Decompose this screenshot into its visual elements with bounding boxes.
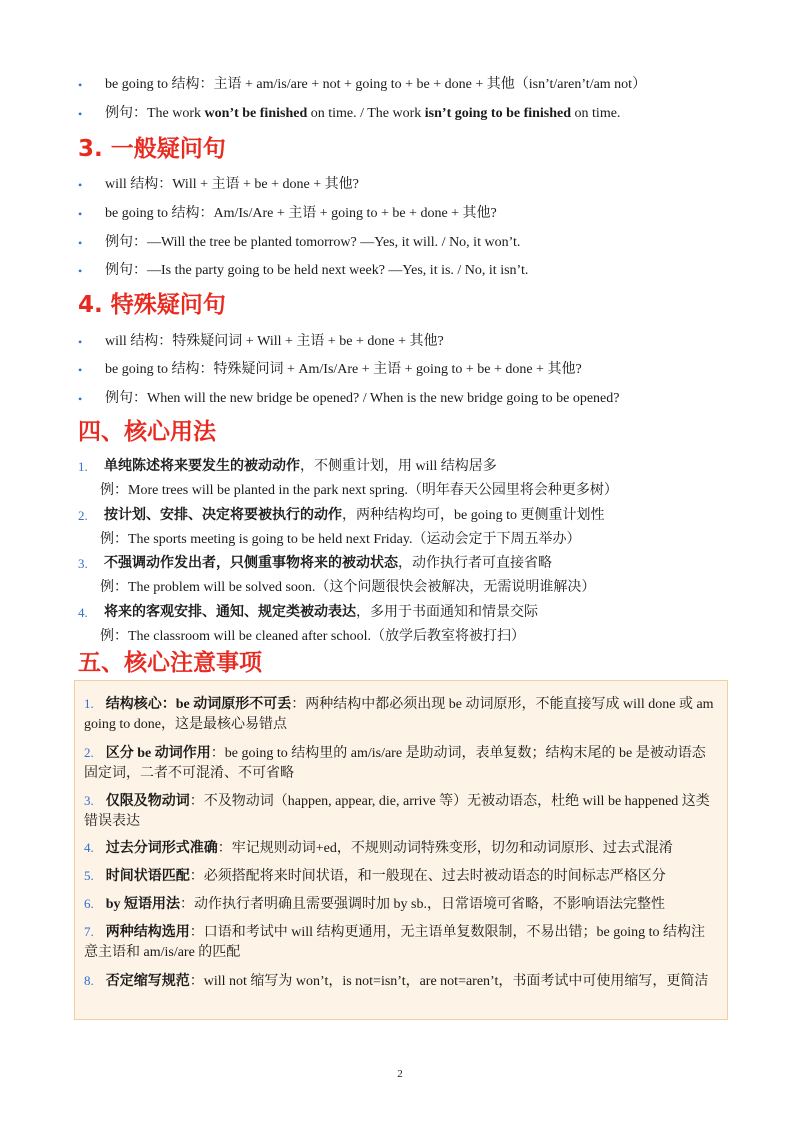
note-title: 两种结构选用 [105,925,190,940]
bullet-icon: • [78,207,83,221]
bullet-icon: • [78,236,83,250]
page-number: 2 [397,1068,403,1080]
item-number: 1. [84,696,94,711]
item-number: 2. [84,745,94,760]
usage-example: 例：The classroom will be cleaned after school.（放学后教室将被打扫） [100,629,525,644]
note-item [84,971,716,992]
item-number: 4. [78,605,88,620]
usage-example: 例：The problem will be solved soon.（这个问题很快会被解决，无需说明谁解决） [100,580,596,595]
note-text: ：口语和考试中 will 结构更通用，无主语单复数限制，不易出错；be going to 结构注意主语和 am/is/are 的匹配 [84,925,706,960]
note-text: ：必须搭配将来时间状语，和一般现在、过去时被动语态的时间标志严格区分 [189,869,666,884]
note-item [84,894,716,915]
note-item [84,838,716,859]
note-item [84,922,716,963]
usage-text: ，多用于书面通知和情景交际 [356,605,538,620]
item-number: 3. [78,556,88,571]
note-title: 否定缩写规范 [105,974,190,989]
item-number: 8. [84,973,94,988]
item-number: 6. [84,896,94,911]
bullet-text: will 结构：Will + 主语 + be + done + 其他? [105,177,359,192]
section-heading: 五、核心注意事项 [78,650,262,676]
bullet-icon: • [78,335,83,349]
note-text: ：两种结构中都必须出现 be 动词原形，不能直接写成 will done 或 am going to done，这是最核心易错点 [84,697,714,732]
note-text: ：will not 缩写为 won’t，is not=isn’t，are not=aren’t，书面考试中可使用缩写，更简洁 [189,974,709,989]
bullet-text: be going to 结构：特殊疑问词 + Am/Is/Are + 主语 + going to + be + done + 其他? [105,362,582,377]
note-text: ：动作执行者明确且需要强调时加 by sb.，日常语境可省略，不影响语法完整性 [180,897,665,912]
bullet-icon: • [78,264,83,278]
usage-example: 例：More trees will be planted in the park next spring.（明年春天公园里将会种更多树） [100,483,618,498]
usage-text: ，两种结构均可，be going to 更侧重计划性 [342,508,605,523]
item-number: 2. [78,508,88,523]
bullet-icon: • [78,363,83,377]
note-title: 过去分词形式准确 [105,841,218,856]
usage-title: 单纯陈述将来要发生的被动动作 [104,459,300,474]
note-title: 结构核心：be 动词原形不可丢 [105,697,292,712]
note-text: ：牢记规则动词+ed，不规则动词特殊变形，切勿和动词原形、过去式混淆 [217,841,673,856]
section-heading: 四、核心用法 [78,419,216,445]
bullet-icon: • [78,78,83,92]
item-number: 1. [78,459,88,474]
bullet-text: be going to 结构：主语 + am/is/are + not + going to + be + done + 其他（isn’t/aren’t/am not） [105,77,647,92]
note-item [84,791,716,832]
bullet-icon: • [78,178,83,192]
note-item [84,866,716,887]
usage-text: ，动作执行者可直接省略 [398,556,552,571]
item-number: 5. [84,868,94,883]
note-title: 区分 be 动词作用 [105,746,211,761]
note-text: ：不及物动词（happen, appear, die, arrive 等）无被动语态，杜绝 will be happened 这类错误表达 [84,794,710,829]
bullet-text: 例句：When will the new bridge be opened? / When is the new bridge going to be opened? [105,391,620,406]
note-item [84,743,716,784]
bullet-text: 例句：The work won’t be finished on time. / The work isn’t going to be finished on time. [105,106,621,121]
usage-title: 不强调动作发出者，只侧重事物将来的被动状态 [104,556,398,571]
note-title: by 短语用法 [105,897,181,912]
usage-title: 将来的客观安排、通知、规定类被动表达 [104,605,356,620]
section-heading: 4. 特殊疑问句 [78,292,226,318]
bullet-icon: • [78,107,83,121]
note-title: 仅限及物动词 [105,794,190,809]
bullet-text: 例句：—Is the party going to be held next week? —Yes, it is. / No, it isn’t. [105,263,529,278]
bullet-text: will 结构：特殊疑问词 + Will + 主语 + be + done + 其他? [105,334,444,349]
item-number: 4. [84,840,94,855]
note-text: ：be going to 结构里的 am/is/are 是助动词，表单复数；结构末尾的 be 是被动语态固定词，二者不可混淆、不可省略 [84,746,706,781]
bullet-icon: • [78,392,83,406]
item-number: 7. [84,924,94,939]
bullet-text: be going to 结构：Am/Is/Are + 主语 + going to + be + done + 其他? [105,206,497,221]
note-title: 时间状语匹配 [105,869,190,884]
usage-title: 按计划、安排、决定将要被执行的动作 [104,508,342,523]
usage-example: 例：The sports meeting is going to be held next Friday.（运动会定于下周五举办） [100,532,581,547]
bullet-text: 例句：—Will the tree be planted tomorrow? —Yes, it will. / No, it won’t. [105,235,521,250]
section-heading: 3. 一般疑问句 [78,136,226,162]
note-item [84,694,716,735]
item-number: 3. [84,793,94,808]
usage-text: ，不侧重计划，用 will 结构居多 [300,459,497,474]
